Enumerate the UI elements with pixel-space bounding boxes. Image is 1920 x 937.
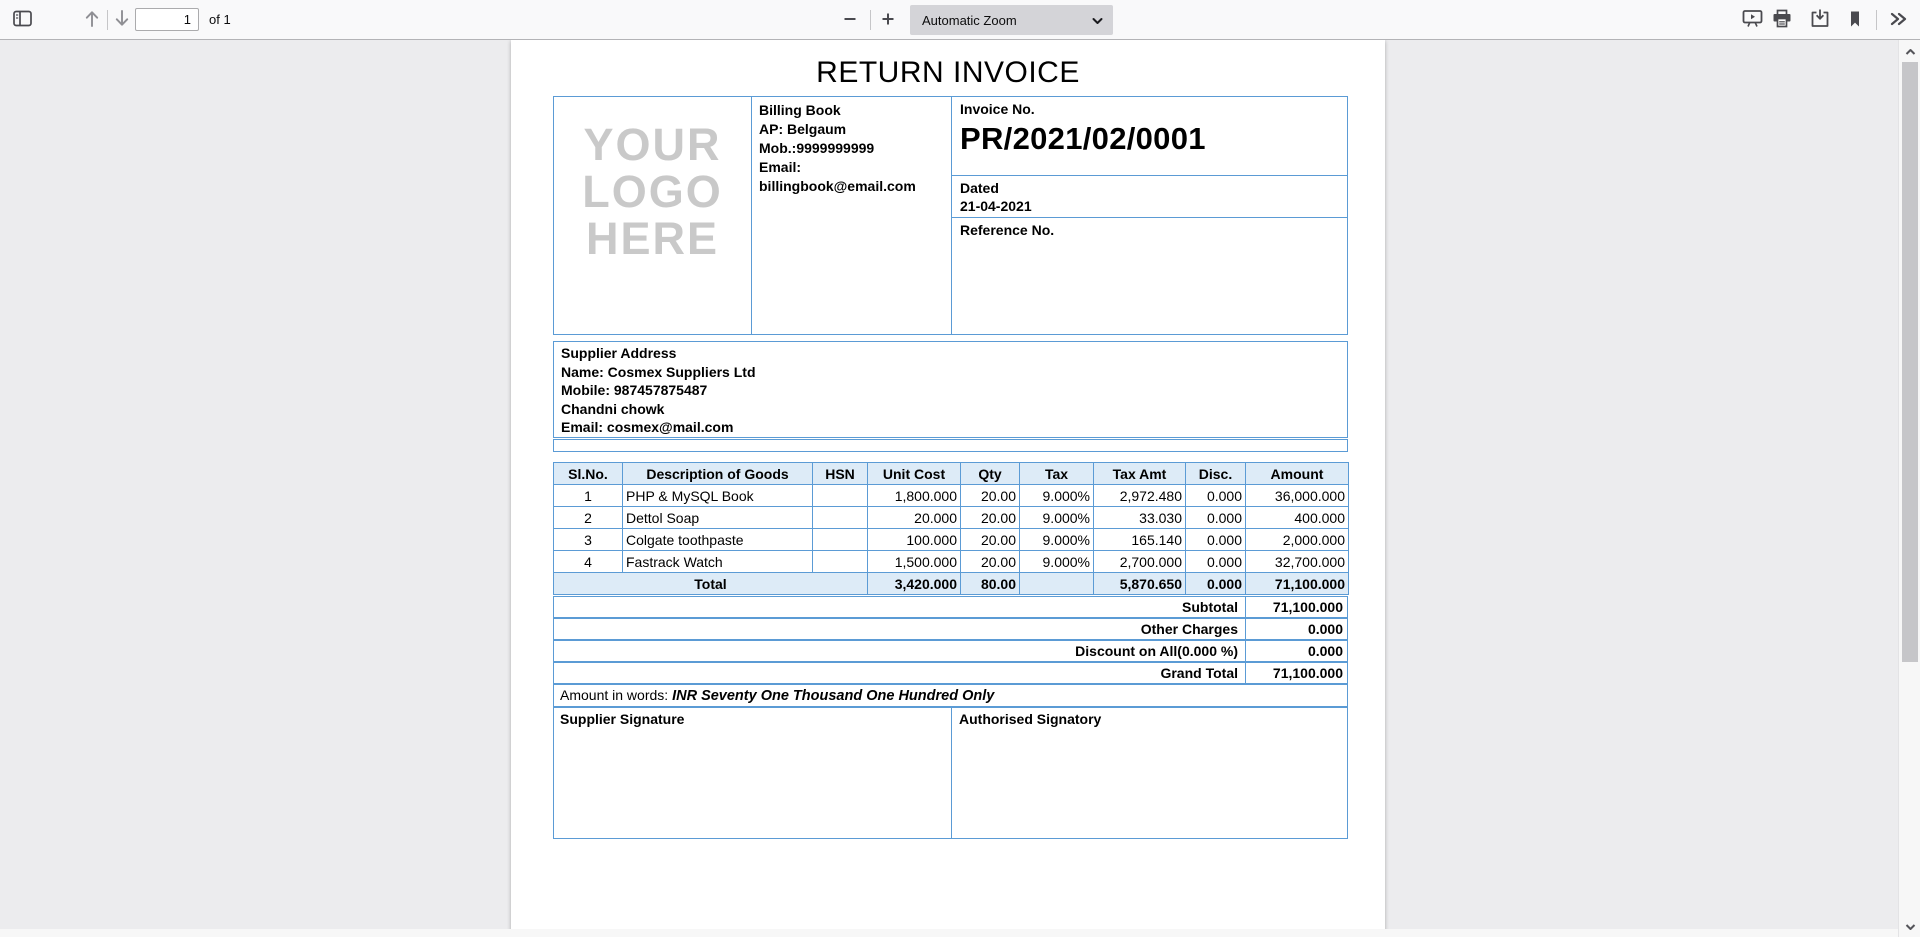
logo-placeholder [554,97,752,334]
table-row [554,529,1349,551]
more-tools-button[interactable] [1884,6,1912,34]
summary-label: Grand Total [1160,665,1238,681]
total-tax [1020,573,1094,595]
summary-row-grand-total [553,662,1348,684]
reference-section [952,218,1347,242]
column-header: HSN [813,463,868,485]
table-row [554,507,1349,529]
total-disc: 0.000 [1186,573,1246,595]
total-tax-amt: 5,870.650 [1094,573,1186,595]
cell-hsn [813,551,868,573]
summary-value: 0.000 [1245,619,1347,639]
seller-email-label: Email: [759,159,802,175]
table-row [554,485,1349,507]
seller-info [752,97,952,334]
column-header: Amount [1246,463,1349,485]
total-label: Total [554,573,868,595]
supplier-heading: Supplier Address [561,345,677,361]
signature-box [553,707,1348,839]
column-header: Sl.No. [554,463,623,485]
cell-tax: 9.000% [1020,529,1094,551]
cell-qty: 20.00 [961,529,1020,551]
supplier-address-box [553,341,1348,438]
chevron-up-icon [1905,44,1916,59]
invoice-number-section [952,97,1347,176]
cell-hsn [813,507,868,529]
supplier-mobile: Mobile: 987457875487 [561,382,708,398]
summary-row-subtotal [553,596,1348,618]
presentation-mode-icon [1742,9,1763,31]
column-header: Tax [1020,463,1094,485]
cell-tax: 9.000% [1020,507,1094,529]
cell-slno: 1 [554,485,623,507]
cell-unit-cost: 20.000 [868,507,961,529]
cell-unit-cost: 1,800.000 [868,485,961,507]
invoice-date-section [952,176,1347,218]
invoice-meta [952,97,1347,334]
cell-amount: 2,000.000 [1246,529,1349,551]
sidebar-toggle-icon [13,10,32,30]
items-table-header-row [554,463,1349,485]
zoom-select-value: Automatic Zoom [922,12,1017,28]
arrow-up-icon [84,9,100,31]
arrow-down-icon [114,9,130,31]
cell-disc: 0.000 [1186,507,1246,529]
total-unit-cost: 3,420.000 [868,573,961,595]
cell-tax-amt: 2,700.000 [1094,551,1186,573]
minus-icon [843,12,857,29]
column-header: Disc. [1186,463,1246,485]
seller-mobile: Mob.:9999999999 [759,140,875,156]
next-page-button[interactable] [108,6,136,34]
print-icon [1772,9,1792,31]
cell-description: Colgate toothpaste [623,529,813,551]
cell-hsn [813,529,868,551]
cell-disc: 0.000 [1186,551,1246,573]
cell-amount: 400.000 [1246,507,1349,529]
print-button[interactable] [1768,6,1796,34]
bookmark-icon [1848,10,1862,31]
summary-value: 71,100.000 [1245,597,1347,617]
invoice-title: RETURN INVOICE [816,56,1080,89]
cell-slno: 3 [554,529,623,551]
column-header: Description of Goods [623,463,813,485]
column-header: Tax Amt [1094,463,1186,485]
cell-disc: 0.000 [1186,529,1246,551]
cell-disc: 0.000 [1186,485,1246,507]
supplier-signature-label: Supplier Signature [554,708,952,838]
chevron-down-icon [1905,919,1916,934]
column-header: Unit Cost [868,463,961,485]
toolbar-separator [1876,10,1877,30]
cell-unit-cost: 100.000 [868,529,961,551]
scroll-up-button[interactable] [1899,42,1920,60]
double-chevron-right-icon [1889,11,1908,30]
presentation-mode-button[interactable] [1738,6,1766,34]
cell-qty: 20.00 [961,551,1020,573]
amount-in-words-value: INR Seventy One Thousand One Hundred Only [672,688,995,704]
amount-in-words-box [553,684,1348,707]
cell-description: Fastrack Watch [623,551,813,573]
summary-label: Other Charges [1140,621,1238,637]
logo-line: HERE [585,213,720,264]
horizontal-scrollbar-track[interactable] [0,929,1898,937]
page-count-label: of 1 [209,12,231,27]
cell-hsn [813,485,868,507]
table-row [554,551,1349,573]
logo-line: LOGO [582,166,723,217]
previous-page-button[interactable] [78,6,106,34]
table-total-row [554,573,1349,595]
save-icon [1810,9,1830,31]
chevron-down-icon [1092,13,1103,28]
dated-value: 21-04-2021 [960,198,1032,214]
cell-tax: 9.000% [1020,485,1094,507]
cell-tax: 9.000% [1020,551,1094,573]
cell-qty: 20.00 [961,485,1020,507]
cell-amount: 32,700.000 [1246,551,1349,573]
toolbar [0,0,1920,40]
dated-label: Dated [960,180,999,196]
invoice-number-label: Invoice No. [960,101,1035,117]
page-number-input[interactable] [135,8,199,31]
cell-tax-amt: 2,972.480 [1094,485,1186,507]
zoom-select[interactable] [910,5,1113,35]
cell-tax-amt: 33.030 [1094,507,1186,529]
total-qty: 80.00 [961,573,1020,595]
toolbar-separator [870,10,871,30]
document-page [511,40,1385,937]
invoice-header-box [553,96,1348,335]
cell-unit-cost: 1,500.000 [868,551,961,573]
cell-slno: 4 [554,551,623,573]
spacer-row [553,439,1348,452]
items-table [553,462,1349,595]
vertical-scrollbar[interactable] [1898,40,1920,937]
summary-value: 0.000 [1245,641,1347,661]
current-view-button[interactable] [1841,6,1869,34]
seller-address: AP: Belgaum [759,121,847,137]
invoice-number: PR/2021/02/0001 [960,121,1206,156]
summary-row-other-charges [553,618,1348,640]
seller-name: Billing Book [759,102,841,118]
plus-icon [881,12,895,29]
summary-label: Discount on All(0.000 %) [1075,643,1238,659]
sidebar-toggle-button[interactable] [8,6,36,34]
logo-line: YOUR [583,119,722,170]
supplier-name: Name: Cosmex Suppliers Ltd [561,363,756,380]
amount-in-words-label: Amount in words: [560,687,669,703]
summary-label: Subtotal [1182,599,1238,615]
summary-row-discount [553,640,1348,662]
supplier-address: Chandni chowk [561,400,665,417]
scroll-down-button[interactable] [1899,917,1920,935]
save-button[interactable] [1806,6,1834,34]
reference-label: Reference No. [960,222,1055,238]
cell-amount: 36,000.000 [1246,485,1349,507]
summary-value: 71,100.000 [1245,663,1347,683]
authorised-signatory-label: Authorised Signatory [959,711,1102,727]
cell-qty: 20.00 [961,507,1020,529]
cell-description: Dettol Soap [623,507,813,529]
cell-description: PHP & MySQL Book [623,485,813,507]
zoom-in-button[interactable] [874,6,902,34]
column-header: Qty [961,463,1020,485]
scrollbar-thumb[interactable] [1902,62,1918,662]
total-amount: 71,100.000 [1246,573,1349,595]
seller-email: billingbook@email.com [759,178,916,194]
cell-slno: 2 [554,507,623,529]
supplier-email: Email: cosmex@mail.com [561,419,734,435]
cell-tax-amt: 165.140 [1094,529,1186,551]
zoom-out-button[interactable] [836,6,864,34]
